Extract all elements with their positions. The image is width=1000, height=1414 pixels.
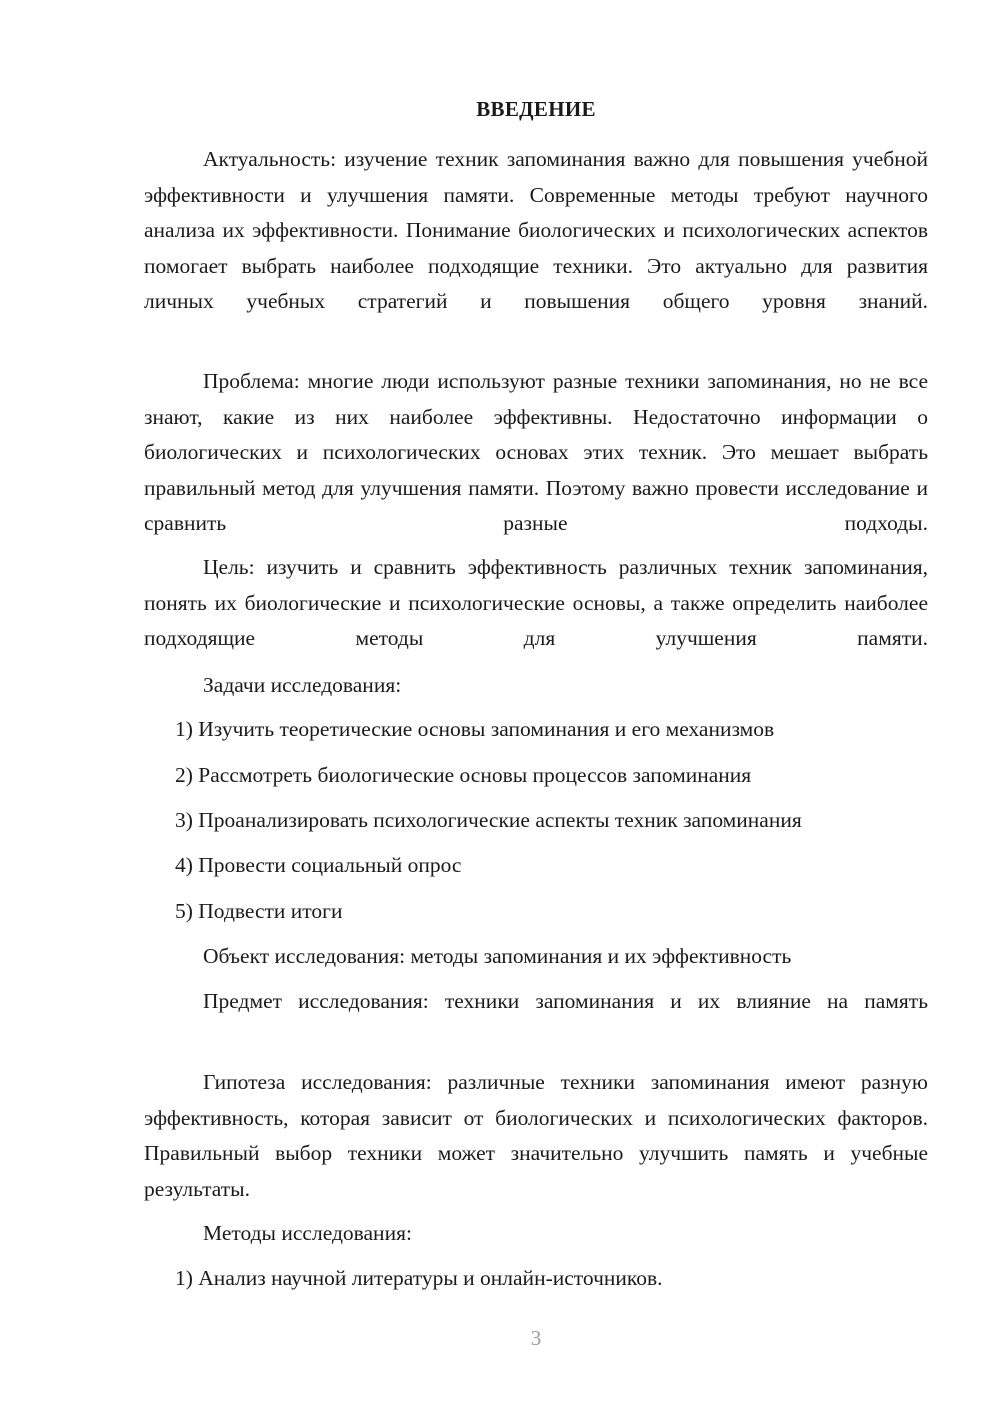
problem-paragraph: Проблема: многие люди используют разные техники запоминания, но не все знают, какие из них наиболее эффективны. Недостаточно информации о биологических и психологических основах этих техник. Это мешает выбрать правильный метод для улучшения памяти. Поэтому важно провести исследование и сравнить разные подходы. [144, 369, 928, 535]
page-title: ВВЕДЕНИЕ [476, 97, 596, 121]
subject-paragraph: Предмет исследования: техники запоминания и их влияние на память [203, 989, 928, 1013]
object-paragraph: Объект исследования: методы запоминания и их эффективность [203, 944, 792, 968]
list-item: 5) Подвести итоги [175, 899, 343, 923]
list-item: 2) Рассмотреть биологические основы процессов запоминания [175, 763, 752, 787]
hypothesis-paragraph: Гипотеза исследования: различные техники запоминания имеют разную эффективность, которая зависит от биологических и психологических факторов. Правильный выбор техники может значительно улучшить память и учебные результаты. [144, 1070, 928, 1201]
list-item: 3) Проанализировать психологические аспекты техник запоминания [175, 808, 802, 832]
methods-heading: Методы исследования: [203, 1221, 412, 1245]
relevance-paragraph: Актуальность: изучение техник запоминания важно для повышения учебной эффективности и улучшения памяти. Современные методы требуют научного анализа их эффективности. Понимание биологических и психологических аспектов помогает выбрать наиболее подходящие техники. Это актуально для развития личных учебных стратегий и повышения общего уровня знаний. [144, 147, 928, 313]
list-item: 1) Изучить теоретические основы запоминания и его механизмов [175, 717, 775, 741]
list-item: 1) Анализ научной литературы и онлайн-источников. [175, 1266, 663, 1290]
tasks-heading: Задачи исследования: [203, 673, 402, 697]
goal-paragraph: Цель: изучить и сравнить эффективность различных техник запоминания, понять их биологические и психологические основы, а также определить наиболее подходящие методы для улучшения памяти. [144, 555, 928, 650]
list-item: 4) Провести социальный опрос [175, 853, 462, 877]
page-number: 3 [530, 1326, 542, 1350]
